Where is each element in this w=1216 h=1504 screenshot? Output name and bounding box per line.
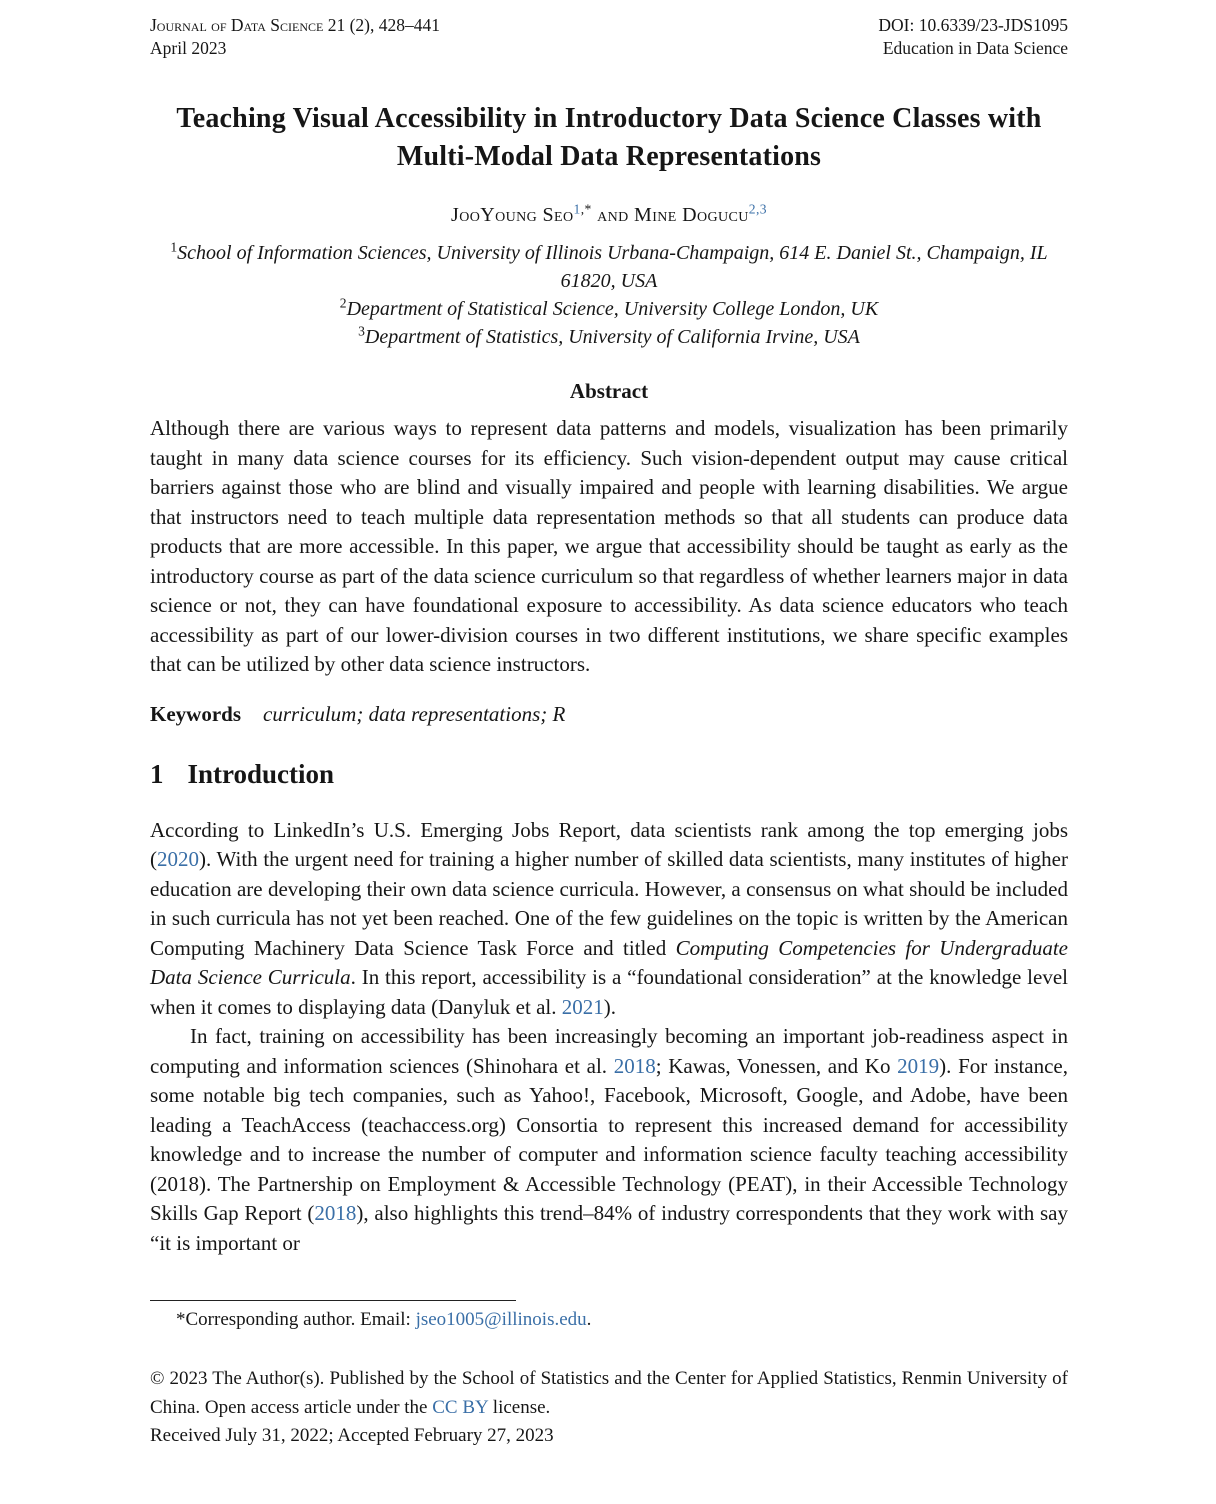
authors-line: [150, 201, 1068, 227]
hyperlink[interactable]: 2020: [157, 847, 199, 871]
section-number: 1: [150, 758, 164, 789]
intro-paragraph-1: [150, 816, 1068, 1023]
text-segment: Computing Competencies for Undergraduate Data Science Curricula: [150, 935, 1068, 989]
intro-paragraph-2: [150, 1022, 1068, 1258]
text-segment: license.: [488, 1396, 551, 1418]
running-header-right: [878, 14, 1068, 60]
affiliation-1: [150, 239, 1068, 295]
section-heading-introduction: [150, 759, 1068, 790]
issue-date: April 2023: [150, 38, 227, 58]
text-segment: 3: [358, 323, 365, 339]
footnote-corresponding-author: [150, 1307, 1068, 1333]
text-segment: 2: [339, 295, 347, 311]
text-segment: ). For instance, some notable big tech companies, such as Yahoo!, Facebook, Microsoft, Google, and Adobe, have been leading a TeachAccess (teachaccess.org) Consortia to represent this increased demand for accessibility knowledge and to increase the number of computer and information science faculty teaching accessibility (2018). The Partnership on Employment & Accessible Technology (PEAT), in their Accessible Technology Skills Gap Report (: [150, 1053, 1068, 1225]
hyperlink[interactable]: 2021: [561, 994, 604, 1019]
hyperlink[interactable]: 2018: [613, 1053, 656, 1078]
hyperlink[interactable]: jseo1005@illinois.edu: [415, 1309, 587, 1330]
received-accepted-line: Received July 31, 2022; Accepted February 27, 2023: [150, 1425, 554, 1446]
text-segment: *Corresponding author. Email:: [176, 1309, 416, 1330]
keywords-line: [150, 702, 1068, 727]
keywords-label: Keywords: [150, 701, 241, 726]
running-header-left: [150, 14, 440, 60]
text-segment: JooYoung Seo: [451, 204, 574, 226]
copyright-notice: [150, 1365, 1068, 1422]
text-segment: ; Kawas, Vonessen, and Ko: [655, 1053, 898, 1078]
text-segment: .: [586, 1309, 592, 1330]
abstract-heading: Abstract: [569, 379, 649, 403]
paper-title: Teaching Visual Accessibility in Introductory Data Science Classes with Multi-Modal Data Representations: [176, 103, 1042, 172]
text-segment: . In this report, accessibility is a “foundational consideration” at the knowledge level when it comes to displaying data (Danyluk et al.: [150, 965, 1068, 1019]
text-segment: ).: [603, 994, 616, 1019]
category-line: Education in Data Science: [882, 38, 1068, 58]
hyperlink[interactable]: 2018: [314, 1201, 357, 1225]
running-header: [150, 0, 1068, 60]
text-segment: In fact, training on accessibility has been increasingly becoming an important job-readiness aspect in computing and information sciences (Shinohara et al.: [150, 1024, 1068, 1078]
paper-content: [150, 0, 1068, 1451]
hyperlink[interactable]: 2,3: [748, 201, 767, 217]
text-segment: According to LinkedIn’s U.S. Emerging Jobs Report, data scientists rank among the top emerging jobs (: [150, 817, 1068, 871]
footnote-rule: [150, 1300, 516, 1301]
affiliation-3: [150, 323, 1068, 351]
text-segment: ). With the urgent need for training a higher number of skilled data scientists, many institutes of higher education are developing their own data science curricula. However, a consensus on what should be included in such curricula has not yet been reached. One of the few guidelines on the topic is written by the American Computing Machinery Data Science Task Force and titled: [150, 847, 1068, 960]
text-segment: ,*: [580, 201, 592, 217]
abstract-text: Although there are various ways to represent data patterns and models, visualization has been primarily taught in many data science courses for its efficiency. Such vision-dependent output may cause critical barriers against those who are blind and visually impaired and people with learning disabilities. We argue that instructors need to teach multiple data representation methods so that all students can produce data products that are more accessible. In this paper, we argue that accessibility should be taught as early as the introductory course as part of the data science curriculum so that regardless of whether learners major in data science or not, they can have foundational exposure to accessibility. As data science educators who teach accessibility as part of our lower-division courses in two different institutions, we share specific examples that can be utilized by other data science instructors.: [150, 416, 1068, 676]
text-segment: ), also highlights this trend–84% of industry correspondents that they work with say “it is important or: [150, 1201, 1068, 1255]
hyperlink[interactable]: CC BY: [432, 1396, 489, 1418]
text-segment: Department of Statistics, University of California Irvine, USA: [364, 326, 860, 348]
doi-line: DOI: 10.6339/23-JDS1095: [878, 15, 1068, 35]
affiliation-2: [150, 295, 1068, 323]
text-segment: Department of Statistical Science, University College London, UK: [346, 298, 879, 320]
hyperlink[interactable]: 1: [573, 201, 581, 217]
text-segment: 1: [170, 239, 178, 255]
text-segment: © 2023 The Author(s). Published by the School of Statistics and the Center for Applied Statistics, Renmin University of China. Open access article under the: [150, 1368, 1068, 1418]
keywords-text: curriculum; data representations; R: [263, 701, 566, 726]
text-segment: and Mine Dogucu: [591, 204, 749, 226]
affiliations-block: [150, 239, 1068, 351]
journal-name-line: Journal of Data Science 21 (2), 428–441: [150, 15, 441, 35]
text-segment: School of Information Sciences, University of Illinois Urbana-Champaign, 614 E. Daniel St., Champaign, IL 61820, USA: [177, 242, 1048, 292]
hyperlink[interactable]: 2019: [897, 1053, 940, 1078]
section-title: Introduction: [187, 758, 335, 789]
